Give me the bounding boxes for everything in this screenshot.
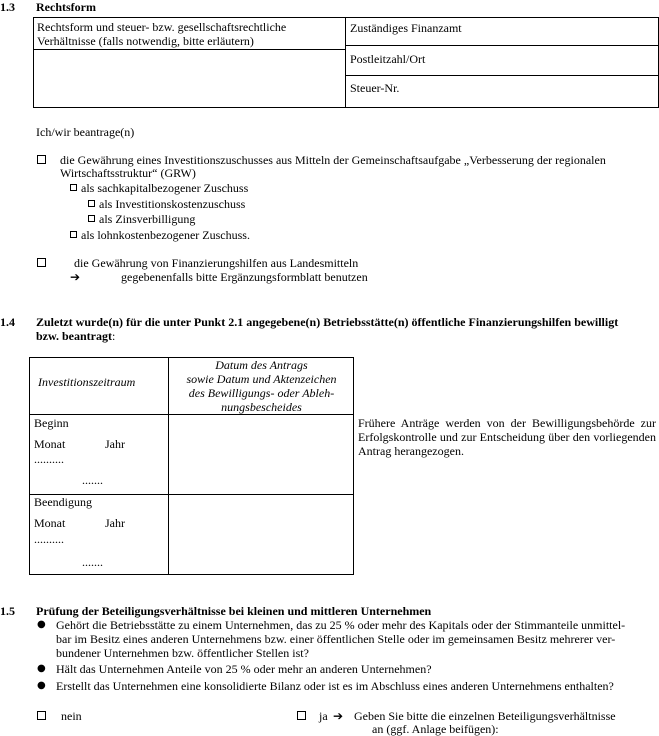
bullet-icon: ● — [37, 663, 46, 674]
col-datum-header-line4: nungsbescheides — [221, 400, 302, 414]
lohnkosten-label: als lohnkostenbezogener Zuschuss. — [81, 228, 250, 242]
end-month-label: Monat — [34, 516, 66, 530]
section-title-1-4-line2 — [36, 329, 115, 343]
postleitzahl-field[interactable] — [346, 66, 658, 75]
begin-year-label: Jahr — [105, 437, 125, 451]
section-title-1-4-line1: Zuletzt wurde(n) für die unter Punkt 2.1 angegebene(n) Betriebsstätte(n) öffentliche Finanzierungshilfen bewilligt — [36, 315, 619, 329]
col-datum-header-line1: Datum des Antrags — [215, 358, 308, 372]
begin-month-field[interactable]: .......... — [34, 452, 64, 466]
zinsverbilligung-label: als Zinsverbilligung — [99, 212, 196, 226]
landesmittel-note: gegebenenfalls bitte Ergänzungsformblatt benutzen — [121, 270, 368, 284]
col-datum-header — [169, 358, 354, 414]
previous-applications-note: Frühere Anträge werden von der Bewilligungsbehörde zur Erfolgskontrolle und zur Entscheidung über den vorliegenden Antrag herangezogen. — [358, 416, 656, 458]
finanzamt-field[interactable] — [346, 35, 658, 45]
section-title-rechtsform: Rechtsform — [36, 0, 96, 14]
bullet-icon: ● — [37, 619, 46, 630]
steuer-nr-field[interactable] — [346, 95, 658, 107]
section-title-1-4-line2-text: bzw. beantragt — [36, 329, 112, 343]
legal-form-label — [37, 20, 286, 48]
end-date-field[interactable] — [169, 495, 353, 574]
grw-checkbox[interactable] — [37, 155, 46, 164]
postleitzahl-label: Postleitzahl/Ort — [350, 52, 426, 66]
lohnkosten-checkbox[interactable] — [70, 231, 77, 238]
section-number-1-5: 1.5 — [0, 604, 15, 618]
legal-form-field[interactable] — [34, 50, 345, 107]
question-3: Erstellt das Unternehmen eine konsolidierte Bilanz oder ist es im Abschluss eines anderen Unternehmens enthalten? — [56, 679, 614, 693]
end-month-field[interactable]: .......... — [34, 532, 64, 546]
sachkapital-checkbox[interactable] — [70, 184, 77, 191]
landesmittel-text: die Gewährung von Finanzierungshilfen aus Landesmitteln — [74, 256, 359, 270]
end-label: Beendigung — [34, 495, 92, 509]
section-number-1-3: 1.3 — [0, 0, 15, 14]
investitionskosten-label: als Investitionskostenzuschuss — [99, 197, 246, 211]
nein-checkbox[interactable] — [37, 711, 46, 720]
legal-form-label-line1: Rechtsform und steuer- bzw. gesellschaftsrechtliche — [37, 20, 287, 34]
ja-label: ja — [319, 709, 328, 723]
arrow-right-icon: ➔ — [70, 270, 81, 284]
col-investitionszeitraum-header: Investitionszeitraum — [38, 375, 136, 389]
col-datum-header-line3: des Bewilligungs- oder Ableh- — [188, 386, 335, 400]
ja-checkbox[interactable] — [297, 711, 306, 720]
end-year-label: Jahr — [105, 516, 125, 530]
finanzamt-label: Zuständiges Finanzamt — [350, 21, 462, 35]
section-number-1-4: 1.4 — [0, 315, 15, 329]
sachkapital-label: als sachkapitalbezogener Zuschuss — [81, 181, 249, 195]
begin-month-label: Monat — [34, 437, 66, 451]
zinsverbilligung-checkbox[interactable] — [88, 215, 95, 222]
question-2: Hält das Unternehmen Anteile von 25 % oder mehr an anderen Unternehmen? — [56, 662, 432, 676]
ja-note-line1: Geben Sie bitte die einzelnen Beteiligungsverhältnisse — [354, 709, 616, 723]
col-datum-header-line2: sowie Datum und Aktenzeichen — [186, 372, 337, 386]
bullet-icon: ● — [37, 680, 46, 691]
end-year-field[interactable]: ....... — [82, 555, 103, 569]
investitionskosten-checkbox[interactable] — [88, 200, 95, 207]
question-1-line2: bar im Besitz eines anderen Unternehmens bzw. einer öffentlichen Stelle oder im gemeinsamen Besitz mehrerer ver- — [56, 632, 616, 646]
section-title-1-4-colon: : — [112, 329, 116, 343]
question-1-line3: bundener Unternehmen bzw. öffentlicher Stellen ist? — [56, 646, 309, 660]
begin-date-field[interactable] — [169, 415, 353, 493]
steuer-nr-label: Steuer-Nr. — [350, 81, 400, 95]
grw-text-line1: die Gewährung eines Investitionszuschusses aus Mitteln der Gemeinschaftsaufgabe „Verbesserung der regionalen — [60, 153, 606, 167]
landesmittel-checkbox[interactable] — [37, 258, 46, 267]
section-title-1-5: Prüfung der Beteiligungsverhältnisse bei kleinen und mittleren Unternehmen — [36, 604, 432, 618]
finanzamt-row-line — [345, 45, 659, 46]
nein-label: nein — [61, 709, 82, 723]
arrow-right-icon: ➔ — [333, 709, 344, 723]
legal-form-label-line2: Verhältnisse (falls notwendig, bitte erläutern) — [37, 34, 254, 48]
ja-note-line2: an (ggf. Anlage beifügen): — [372, 722, 499, 736]
postleitzahl-row-line — [345, 75, 659, 76]
application-intro: Ich/wir beantrage(n) — [36, 125, 135, 139]
begin-year-field[interactable]: ....... — [82, 473, 103, 487]
begin-label: Beginn — [34, 416, 69, 430]
grw-text-line2: Wirtschaftsstruktur“ (GRW) — [60, 166, 196, 180]
question-1-line1: Gehört die Betriebsstätte zu einem Unternehmen, das zu 25 % oder mehr des Kapitals oder der Stimmanteile unmittel- — [56, 618, 626, 632]
